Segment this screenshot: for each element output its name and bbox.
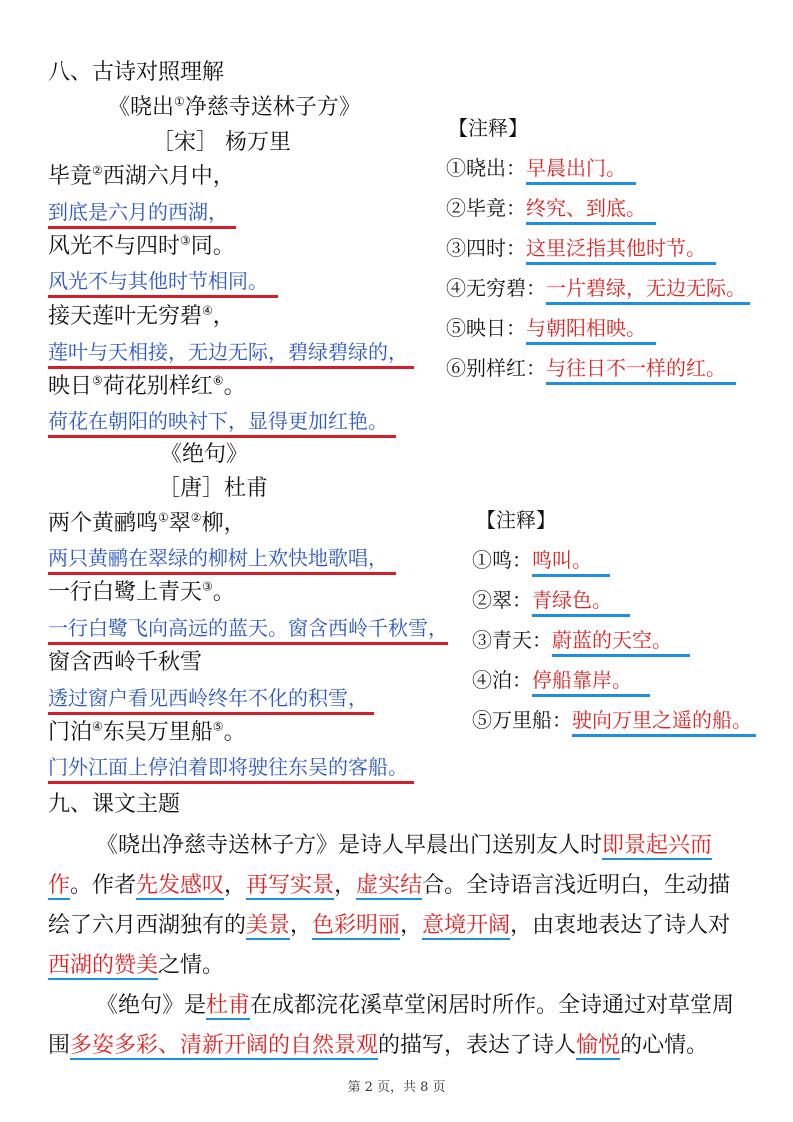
theme-paragraph-1: 《晓出净慈寺送林子方》是诗人早晨出门送别友人时即景起兴而作。作者先发感叹，再写实景，虚实结合。全诗语言浅近明白，生动描绘了六月西湖独有的美景，色彩明丽，意境开阔，由衷地表达了诗人对西湖的赞美之情。: [48, 833, 731, 978]
poem2-trans-4: 门外江面上停泊着即将驶往东吴的客船。: [48, 755, 414, 784]
poem1-line-1: 毕竟②西湖六月中，: [48, 163, 235, 189]
notes2-item: ②翠：青绿色。: [472, 586, 630, 614]
notes1-title: 【注释】: [448, 116, 528, 140]
poem1-line-4: 映日⑤荷花别样红⑥。: [48, 373, 246, 399]
notes1-item: ⑤映日：与朝阳相映。: [446, 314, 656, 342]
notes1-item: ④无穷碧：一片碧绿，无边无际。: [446, 274, 750, 302]
poem1-title: [108, 93, 361, 123]
notes2-item: ④泊：停船靠岸。: [472, 666, 650, 694]
notes2-title: 【注释】: [476, 508, 556, 532]
poem1-line-2: 风光不与四时③同。: [48, 233, 235, 259]
notes1-item: ②毕竟：终究、到底。: [446, 194, 656, 222]
poem1-trans-4: 荷花在朝阳的映衬下，显得更加红艳。: [48, 409, 396, 438]
notes2-box: [462, 500, 772, 780]
poem1-trans-1: 到底是六月的西湖，: [48, 200, 236, 229]
poem1-line-3: 接天莲叶无穷碧④，: [48, 303, 235, 329]
poem2-trans-2: 一行白鹭飞向高远的蓝天。窗含西岭千秋雪，: [48, 616, 448, 645]
poem1-trans-2: 风光不与其他时节相同。: [48, 269, 278, 298]
section-8-heading: 八、古诗对照理解: [48, 60, 225, 85]
poem1-title-rest: 净慈寺送林子方》: [184, 95, 361, 120]
poem2-author: ［唐］杜甫: [158, 476, 269, 501]
notes2-item: ③青天：蔚蓝的天空。: [472, 626, 690, 654]
poem2-line-4: 门泊④东吴万里船⑤。: [48, 719, 246, 745]
notes2-item: ①鸣：鸣叫。: [472, 546, 610, 574]
page-footer: 第 2 页，共 8 页: [347, 1080, 446, 1095]
notes1-box: [440, 108, 770, 388]
poem2-line-3: 窗含西岭千秋雪: [48, 650, 203, 675]
notes1-item: ⑥别样红：与往日不一样的红。: [446, 354, 736, 382]
notes1-item: ①晓出：早晨出门。: [446, 154, 636, 182]
poem1-trans-3: 莲叶与天相接，无边无际，碧绿碧绿的，: [48, 340, 414, 369]
poem2-trans-3: 透过窗户看见西岭终年不化的积雪，: [48, 686, 374, 715]
section-9-heading: 九、课文主题: [48, 792, 181, 817]
poem2-line-2: 一行白鹭上青天③。: [48, 579, 235, 605]
poem2-line-1: 两个黄鹂鸣①翠②柳，: [48, 510, 246, 536]
poem1-title-sup: ①: [174, 94, 185, 109]
poem2-trans-1: 两只黄鹂在翠绿的柳树上欢快地歌唱，: [48, 546, 396, 575]
poem1-title-text: 《晓出: [108, 95, 175, 120]
notes1-item: ③四时：这里泛指其他时节。: [446, 234, 716, 262]
poem1-author: ［宋］ 杨万里: [152, 130, 291, 155]
poem2-title: 《绝句》: [160, 442, 249, 467]
notes2-item: ⑤万里船：驶向万里之遥的船。: [472, 706, 756, 734]
theme-paragraph-2: 《绝句》是杜甫在成都浣花溪草堂闲居时所作。全诗通过对草堂周围多姿多彩、清新开阔的自然景观的描写，表达了诗人愉悦的心情。: [48, 993, 735, 1058]
